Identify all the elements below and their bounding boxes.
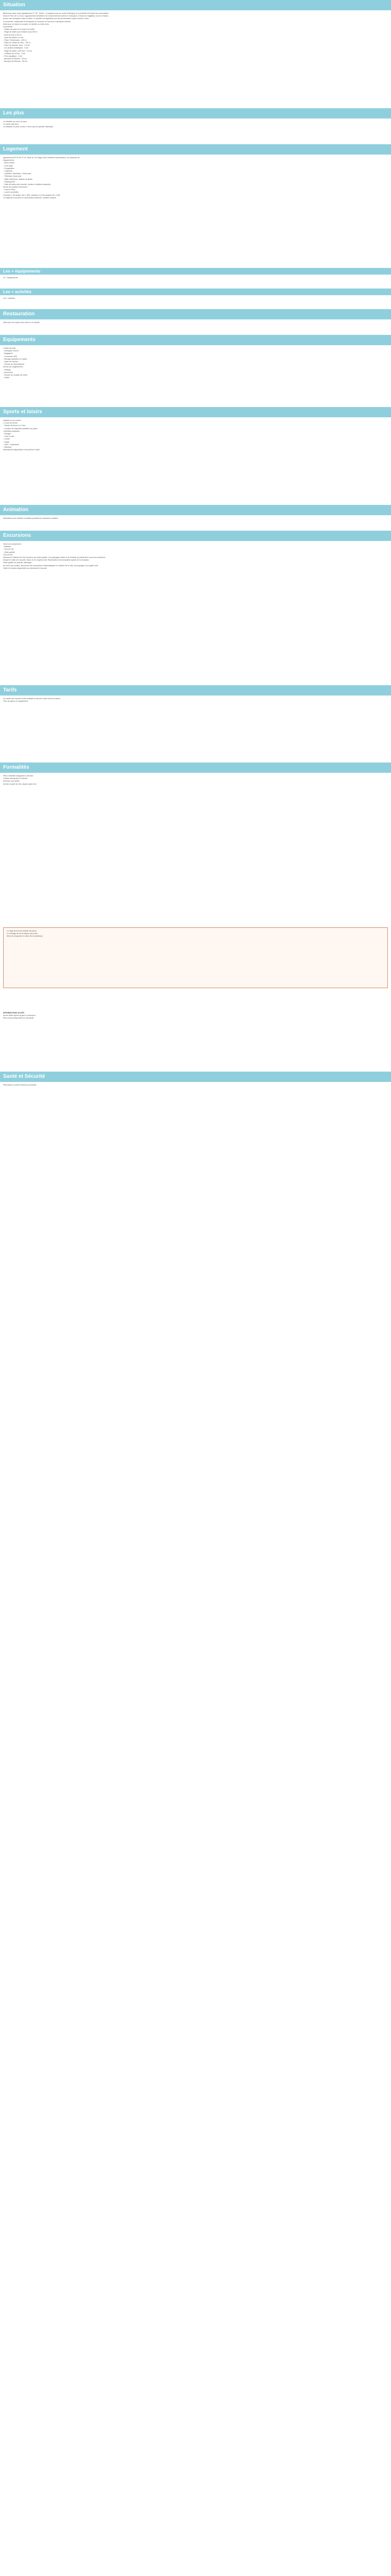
text-line: - Lave-linge (3, 164, 13, 167)
text-line: Le linge de lit et de toilette est fourni. (7, 930, 37, 932)
section-logement (0, 144, 391, 199)
section-title: Les + équipements (0, 268, 391, 275)
text-line: - Location de raquettes possible sur place. (3, 427, 38, 430)
text-line: - Visite guidée (3, 551, 15, 553)
text-line: Le calme des lieux. (3, 123, 19, 126)
text-line: - Parc aquatique : 4 km (3, 55, 23, 57)
text-line: - Char à voile (3, 435, 14, 438)
text-line: - Les jardins botaniques : 2 km (3, 47, 28, 49)
section-title: Sports et loisirs (0, 407, 391, 417)
text-line: Tarifs et horaires disponibles sur demande à l'accueil. (3, 567, 47, 569)
text-line: - Service de location de vélos (3, 374, 27, 376)
text-line: - Voile / Catamaran (3, 443, 19, 446)
text-line: proche des principaux sites à visiter. Le quartier est agréable pour les promenades à pied comme à vélo. (3, 18, 89, 20)
section-title: Restauration (0, 309, 391, 319)
section-situation (0, 0, 391, 63)
text-line: La situation au cœur du parc. (3, 121, 27, 123)
section-tarifs (0, 685, 391, 703)
text-line: - Réception 24h/24 (3, 350, 19, 352)
text-line: Taxe de séjour en supplément. (3, 700, 28, 703)
section-leplus (0, 108, 391, 129)
text-line: La situation en plein centre, à deux pas du quartier historique. (3, 126, 54, 128)
text-line: - Plage de sable, côté Sud : 2,5 km (3, 49, 32, 52)
text-line: - Station de taxis et le centre de l'hôtel (3, 28, 35, 31)
section-body (0, 515, 391, 520)
section-title: Formalités (0, 762, 391, 773)
section-body (0, 773, 391, 786)
text-line: • Activités nautiques (3, 430, 20, 432)
text-line: - Terrain de tennis à 1,5 km (3, 425, 26, 427)
text-line: - Parking privé (3, 180, 15, 183)
section-body (0, 1082, 391, 1087)
text-line: Tour de l'île : (3, 553, 14, 556)
section-body (0, 1010, 391, 1020)
section-title: Situation (0, 0, 391, 10)
section-body (0, 319, 391, 324)
text-line: Nous vous proposons : (3, 543, 22, 545)
section-title: Tarifs (0, 685, 391, 696)
text-line: - Plongée (3, 432, 11, 435)
section-title: Equipements (0, 335, 391, 345)
text-line: Animations pour enfants et adultes pendant les vacances scolaires. (3, 517, 59, 519)
infos-lines (3, 1014, 388, 1020)
text-line: Equipements : (3, 159, 15, 162)
text-line: Merci de respecter le calme de la résidence. (7, 935, 43, 938)
text-line: - Place du Marché, face : 1,5 km (3, 44, 30, 47)
text-line: - Windsurf (3, 446, 12, 448)
text-line: - Place Clémenceau : 400 m (3, 39, 27, 41)
section-equip (0, 268, 391, 279)
text-line: Accès aux parties communes : (3, 186, 28, 189)
text-line: - Micro-ondes (3, 162, 14, 164)
text-line: Dans le Parc de La Croix, l'appartement bénéficie d'un environnement calme et verdoyant, à l'écart de l'agitation, tout en restant... (3, 15, 110, 18)
text-line: - Congélateur (3, 167, 14, 170)
section-body (0, 155, 391, 199)
section-title: Excursions (0, 531, 391, 541)
infos-title: INFORMATIONS ACCÈS (3, 1012, 24, 1014)
text-line: • Cours de tennis (3, 422, 18, 425)
text-line: - Gare ferroviaire à 4 km (3, 36, 23, 39)
text-line: - Plage de sable pour enfants sous 300 m (3, 31, 38, 33)
text-line: - Télévision écran plat (3, 175, 22, 178)
text-line: Les tarifs sont donnés à titre indicatif et peuvent varier selon la saison. (3, 698, 61, 700)
section-title: Logement (0, 144, 391, 155)
text-line: - Parking (3, 368, 11, 371)
text-line: Appartement N°18 de 37 m², situé au 1er étage d'une résidence (ascenseur), se compose de : (3, 157, 81, 159)
text-line: Accès facile depuis la gare et l'aéroport. (3, 1014, 36, 1017)
text-line: - Service de blanchisserie (3, 363, 25, 366)
text-line: Lit + équipements (3, 277, 18, 279)
text-line: Idéal pour les repas entre amis ou en famille. (3, 321, 40, 324)
text-line: Au cœur des ruelles, découvrez les monuments emblématiques et l'histoire de la ville, accompagné d'un guide local. (3, 564, 99, 567)
text-line: Le ménage de fin de séjour est inclus. (7, 933, 38, 935)
notice-body (4, 928, 387, 938)
text-line: - Tour de l'île (3, 548, 14, 551)
section-body (0, 10, 391, 63)
text-line: Informations disponibles à l'accueil de l'hôtel. (3, 449, 40, 451)
text-line: - Table extérieure, chaises de jardin (3, 178, 32, 180)
text-line: - Local à poubelles (3, 191, 19, 194)
section-infos (0, 1010, 391, 1020)
text-line: - Place de l'Hôtel de Ville : 750 m (3, 42, 30, 44)
text-line: Départ le matin de l'accueil, retour en fin d'après-midi. Réservation recommandée auprès de la réception. (3, 559, 90, 562)
section-body (0, 541, 391, 570)
text-line: Caution demandée à l'arrivée. (3, 777, 28, 780)
text-line: Plan d'accès disponible sur demande. (3, 1017, 35, 1020)
text-line: - Canoë (3, 438, 10, 440)
text-line: Arrivée à partir de 16h, départ avant 10h. (3, 783, 37, 785)
text-line: - Arrêt de bus à 120 m (3, 33, 22, 36)
text-line: - Bagagerie (3, 352, 13, 355)
text-line: - Salle de bains avec douche, lavabo et toilettes séparées. (3, 183, 51, 185)
section-resto (0, 309, 391, 324)
text-line: Visite guidée du quartier historique : (3, 562, 33, 564)
text-line: Animaux non admis. (3, 780, 20, 783)
text-line: Découvrez l'histoire de l'île à travers une visite guidée. Les paysages variés et la richesse du patrimoine local vous séduiront. (3, 556, 106, 558)
text-line: - Ascenseur (3, 371, 13, 374)
section-body (0, 275, 391, 279)
section-body (0, 345, 391, 379)
text-line: Chambre 1 (lit double 140 x 190), chambre 2 (2 lits simples 90 x 190). (3, 194, 61, 196)
text-line: - Ménage quotidien en option (3, 358, 27, 360)
text-line: Adaptés à vos envies : (3, 419, 22, 421)
section-body (0, 417, 391, 451)
text-line: Idéal pour un séjour en couple, en famille ou entre amis. (3, 23, 50, 25)
text-line: L'hôtel est doté : (3, 347, 17, 349)
text-line: Bienvenue dans notre appartement N° 18* "Andrè", à quelques pas du centre historique et à proximité de toutes les commodités... (3, 12, 110, 14)
text-line: - Kayak (3, 440, 10, 443)
section-sports (0, 407, 391, 451)
text-line: Commerces, restaurants et transports en commun se trouvent à quelques minutes. (3, 20, 72, 23)
section-title: Les + activités (0, 289, 391, 295)
section-formalites (0, 762, 391, 786)
text-line: Les + activités (3, 297, 15, 299)
text-line: - Balades (3, 546, 11, 548)
section-title: Santé et Sécurité (0, 1072, 391, 1082)
section-sante (0, 1072, 391, 1087)
text-line: - Cafetière / Bouilloire / Grille-pain (3, 173, 31, 175)
section-anim (0, 505, 391, 520)
notice-box (3, 927, 388, 988)
text-line: - Salon de réunion (3, 360, 19, 363)
text-line: - Local à vélos (3, 189, 15, 191)
text-line: - Château de la Tour : 3 km (3, 52, 26, 55)
text-line: Accès aux équipements : (3, 366, 24, 368)
section-activ (0, 289, 391, 300)
text-line: Pièce d'identité obligatoire à l'arrivée. (3, 775, 34, 777)
section-body (0, 118, 391, 129)
section-title: Les plus (0, 108, 391, 118)
section-body (0, 696, 391, 703)
text-line: - Aéroport de Nantes : 35 km (3, 58, 27, 60)
section-equipements (0, 335, 391, 379)
text-line: - Aéroport de Rennes : 95 km (3, 60, 27, 63)
text-line: Ce logement convient à 4 personnes maximum, enfants compris. (3, 196, 57, 199)
text-line: A proximité : (3, 25, 13, 28)
text-line: Pharmacie et centre médical à proximité. (3, 1084, 37, 1086)
section-excursions (0, 531, 391, 570)
text-line: - Cuisinière (3, 170, 13, 172)
text-line: - Jardin (3, 377, 9, 379)
section-body (0, 295, 391, 300)
section-title: Animation (0, 505, 391, 515)
text-line: - Connexion Wifi (3, 355, 17, 358)
